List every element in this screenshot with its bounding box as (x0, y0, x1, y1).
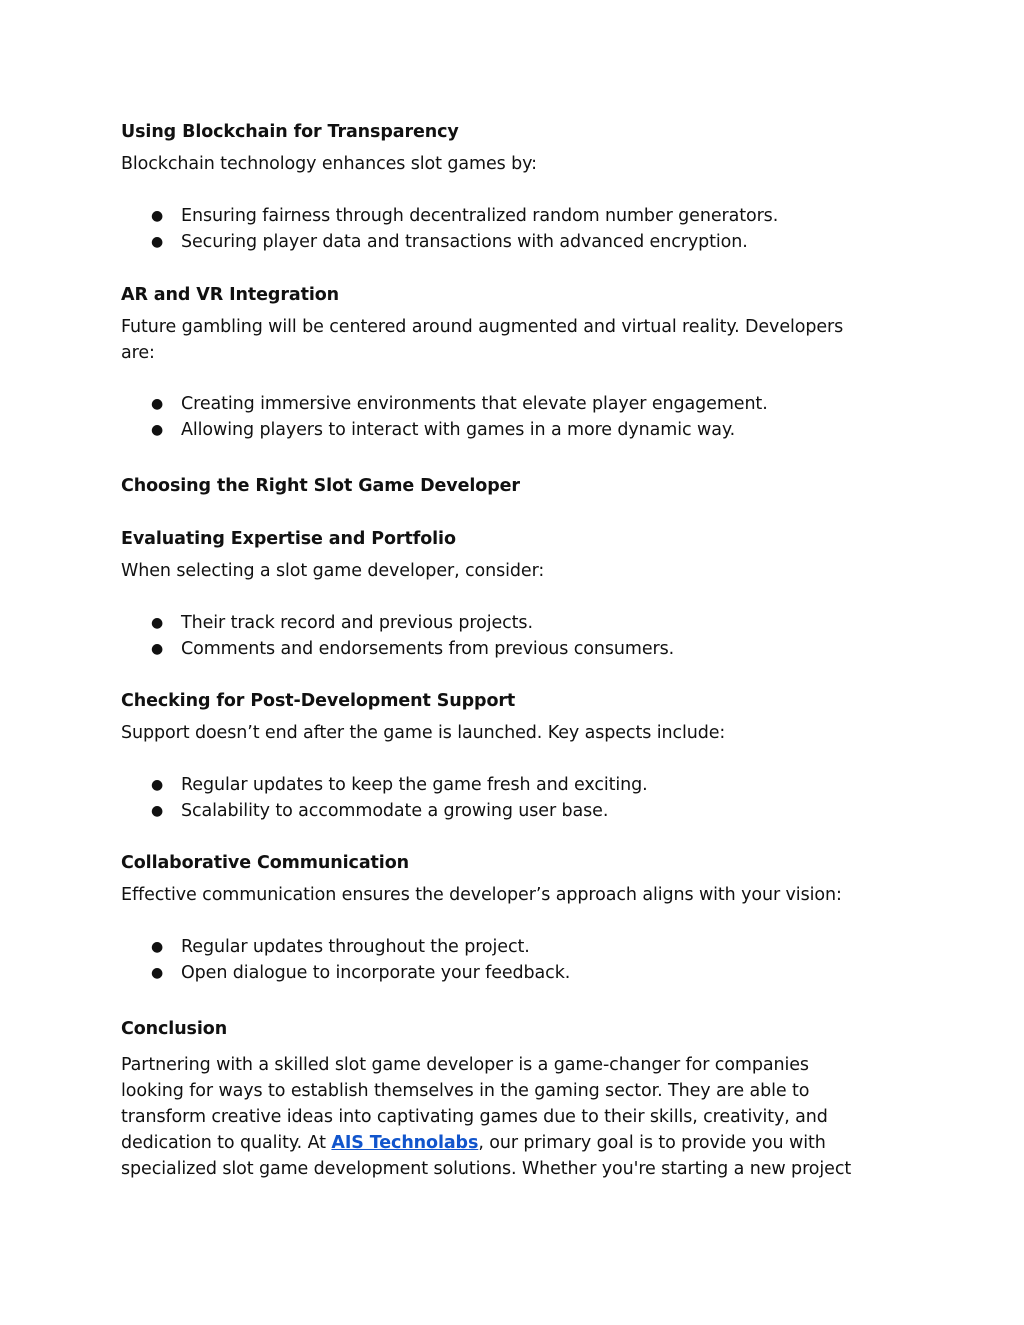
list-item-text: Allowing players to interact with games in a more dynamic way. (181, 420, 736, 440)
section-heading: Evaluating Expertise and Portfolio (121, 529, 456, 549)
paragraph-line: Partnering with a skilled slot game developer is a game-changer for companies (121, 1055, 809, 1075)
section-heading: Choosing the Right Slot Game Developer (121, 476, 520, 496)
bullet-icon: ● (151, 422, 164, 438)
bullet-icon: ● (151, 208, 164, 224)
list-item-text: Ensuring fairness through decentralized random number generators. (181, 206, 779, 226)
bullet-icon: ● (151, 803, 164, 819)
list-item-text: Their track record and previous projects. (181, 613, 533, 633)
section-intro-line: are: (121, 343, 155, 363)
section-heading: Conclusion (121, 1019, 228, 1039)
bullet-icon: ● (151, 396, 164, 412)
section-intro: Effective communication ensures the developer’s approach aligns with your vision: (121, 885, 842, 905)
list-item (151, 800, 911, 822)
list-item-text: Securing player data and transactions with advanced encryption. (181, 232, 748, 252)
list-item (151, 612, 911, 634)
bullet-icon: ● (151, 641, 164, 657)
list-item (151, 638, 911, 660)
section-heading: Using Blockchain for Transparency (121, 122, 459, 142)
list-item-text: Open dialogue to incorporate your feedback. (181, 963, 571, 983)
list-item (151, 774, 911, 796)
list-item (151, 205, 911, 227)
list-item (151, 936, 911, 958)
list-item-text: Regular updates throughout the project. (181, 937, 530, 957)
section-heading: Checking for Post-Development Support (121, 691, 516, 711)
section-intro: When selecting a slot game developer, consider: (121, 561, 545, 581)
section-heading: Collaborative Communication (121, 853, 409, 873)
list-item-text: Scalability to accommodate a growing user base. (181, 801, 609, 821)
list-item (151, 419, 911, 441)
bullet-icon: ● (151, 615, 164, 631)
list-item (151, 393, 911, 415)
bullet-icon: ● (151, 234, 164, 250)
paragraph-line-with-link (121, 1132, 911, 1154)
bullet-icon: ● (151, 939, 164, 955)
ais-technolabs-link[interactable]: AIS Technolabs (331, 1133, 479, 1153)
link-line-before: dedication to quality. At (121, 1133, 332, 1153)
list-item-text: Regular updates to keep the game fresh and exciting. (181, 775, 648, 795)
list-item (151, 962, 911, 984)
paragraph-line: specialized slot game development solutions. Whether you're starting a new project (121, 1159, 852, 1179)
bullet-icon: ● (151, 777, 164, 793)
paragraph-line: transform creative ideas into captivating games due to their skills, creativity, and (121, 1107, 828, 1127)
paragraph-line: looking for ways to establish themselves in the gaming sector. They are able to (121, 1081, 810, 1101)
list-item (151, 231, 911, 253)
section-intro: Blockchain technology enhances slot games by: (121, 154, 537, 174)
list-item-text: Creating immersive environments that elevate player engagement. (181, 394, 768, 414)
link-line-after: , our primary goal is to provide you with (478, 1133, 826, 1153)
section-intro-line: Future gambling will be centered around augmented and virtual reality. Developers (121, 317, 844, 337)
section-intro: Support doesn’t end after the game is launched. Key aspects include: (121, 723, 726, 743)
list-item-text: Comments and endorsements from previous consumers. (181, 639, 675, 659)
section-heading: AR and VR Integration (121, 285, 340, 305)
bullet-icon: ● (151, 965, 164, 981)
